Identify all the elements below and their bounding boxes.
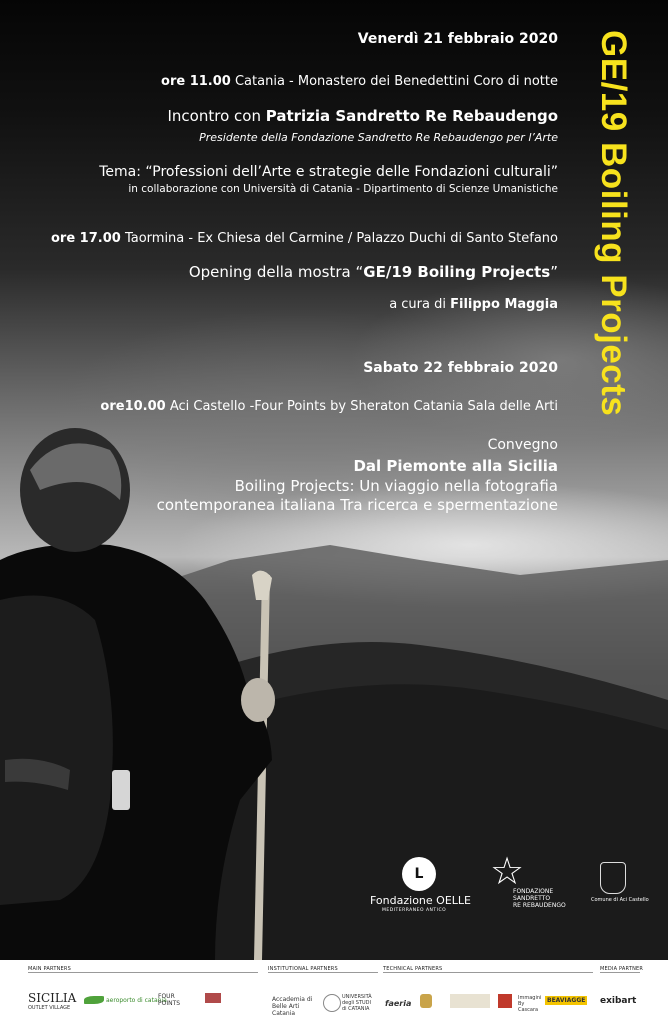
divider: [383, 972, 593, 973]
collaboration: in collaborazione con Università di Catania - Dipartimento di Scienze Umanistiche: [128, 183, 558, 195]
opening-prefix: Opening della mostra “: [188, 263, 364, 281]
sicilia-sub: OUTLET VILLAGE: [28, 1005, 71, 1011]
exibart-logo: exibart: [600, 996, 637, 1006]
divider: [268, 972, 378, 973]
aeroporto-logo: aeroporto di catania: [106, 997, 167, 1004]
divider: [600, 972, 640, 973]
day2-event-place: Aci Castello -Four Points by Sheraton Catania Sala delle Arti: [169, 399, 558, 414]
accademia-logo: Accademia di Belle Arti Catania: [272, 996, 313, 1017]
agenzia-logo-icon: [450, 994, 490, 1008]
opening-line: [189, 263, 558, 281]
meeting-prefix: Incontro con: [167, 107, 266, 125]
meeting-role: Presidente della Fondazione Sandretto Re Rebaudengo per l’Arte: [199, 131, 558, 144]
comune-crest-icon: [600, 862, 626, 894]
event1-line: [161, 74, 558, 89]
event1-time: ore 11.00: [161, 74, 231, 89]
fourpoints-logo: FOUR POINTS: [158, 993, 181, 1007]
opening-name: GE/19 Boiling Projects: [363, 263, 551, 281]
divider: [28, 972, 258, 973]
institutional-partners-label: INSTITUTIONAL PARTNERS: [268, 966, 338, 972]
event2-line: [51, 231, 558, 246]
opening-suffix: ”: [550, 263, 558, 281]
fondazione-oelle-logo: L: [402, 857, 436, 891]
sicilia-logo: SICILIA: [28, 991, 77, 1005]
fondazione-oelle-name: Fondazione OELLE: [370, 894, 471, 907]
sandretto-line1: FONDAZIONE: [513, 888, 554, 895]
convegno-label: Convegno: [487, 437, 558, 453]
curator-line: [389, 297, 558, 312]
vertical-title: [593, 30, 633, 510]
convegno-line1: Boiling Projects: Un viaggio nella fotografia: [234, 477, 558, 495]
event2-time: ore 17.00: [51, 231, 121, 246]
faeria-logo: faeria: [385, 999, 412, 1008]
aeroporto-logo-icon: [84, 996, 104, 1004]
day2-event-time: ore10.00: [100, 399, 166, 414]
meeting-line: [168, 107, 559, 125]
sandretto-logo-text: [513, 888, 566, 909]
event2-place: Taormina - Ex Chiesa del Carmine / Palazzo Duchi di Santo Stefano: [124, 231, 558, 246]
media-partner-label: MEDIA PARTNER: [600, 966, 644, 972]
unict-seal-icon: [323, 994, 341, 1012]
day2-event-line: [100, 399, 558, 414]
convegno-title: Dal Piemonte alla Sicilia: [353, 457, 558, 475]
day2-date: Sabato 22 febbraio 2020: [363, 360, 558, 376]
partners-footer: [0, 960, 668, 1024]
title-text: GE/19 Boiling Projects: [594, 30, 633, 417]
technical-partners-label: TECHNICAL PARTNERS: [383, 966, 443, 972]
star-logo-icon: ☆: [490, 849, 525, 893]
unict-logo: UNIVERSITÀ degli STUDI di CATANIA: [342, 994, 372, 1012]
day1-date: Venerdì 21 febbraio 2020: [357, 31, 558, 47]
immagini-logo: Immagini By Cascara: [518, 995, 542, 1013]
red-logo-icon: [498, 994, 512, 1008]
sandretto-line2: SANDRETTO: [513, 895, 551, 902]
main-partners-label: MAIN PARTNERS: [28, 966, 71, 972]
blast-logo-icon: [205, 993, 221, 1003]
curator-prefix: a cura di: [389, 297, 451, 312]
sandretto-line3: RE REBAUDENGO: [513, 902, 566, 909]
convegno-line2: contemporanea italiana Tra ricerca e spermentazione: [156, 496, 558, 514]
fondazione-oelle-sub: MEDITERRANEO ANTICO: [382, 908, 447, 913]
meeting-name: Patrizia Sandretto Re Rebaudengo: [265, 107, 558, 125]
event1-place: Catania - Monastero dei Benedettini Coro di notte: [234, 74, 558, 89]
beaviagge-logo: BEAVIAGGE: [547, 997, 586, 1004]
crest-logo-icon: [420, 994, 432, 1008]
comune-name: Comune di Aci Castello: [591, 897, 649, 903]
theme: Tema: “Professioni dell’Arte e strategie delle Fondazioni culturali”: [99, 164, 558, 180]
curator-name: Filippo Maggia: [450, 297, 558, 312]
